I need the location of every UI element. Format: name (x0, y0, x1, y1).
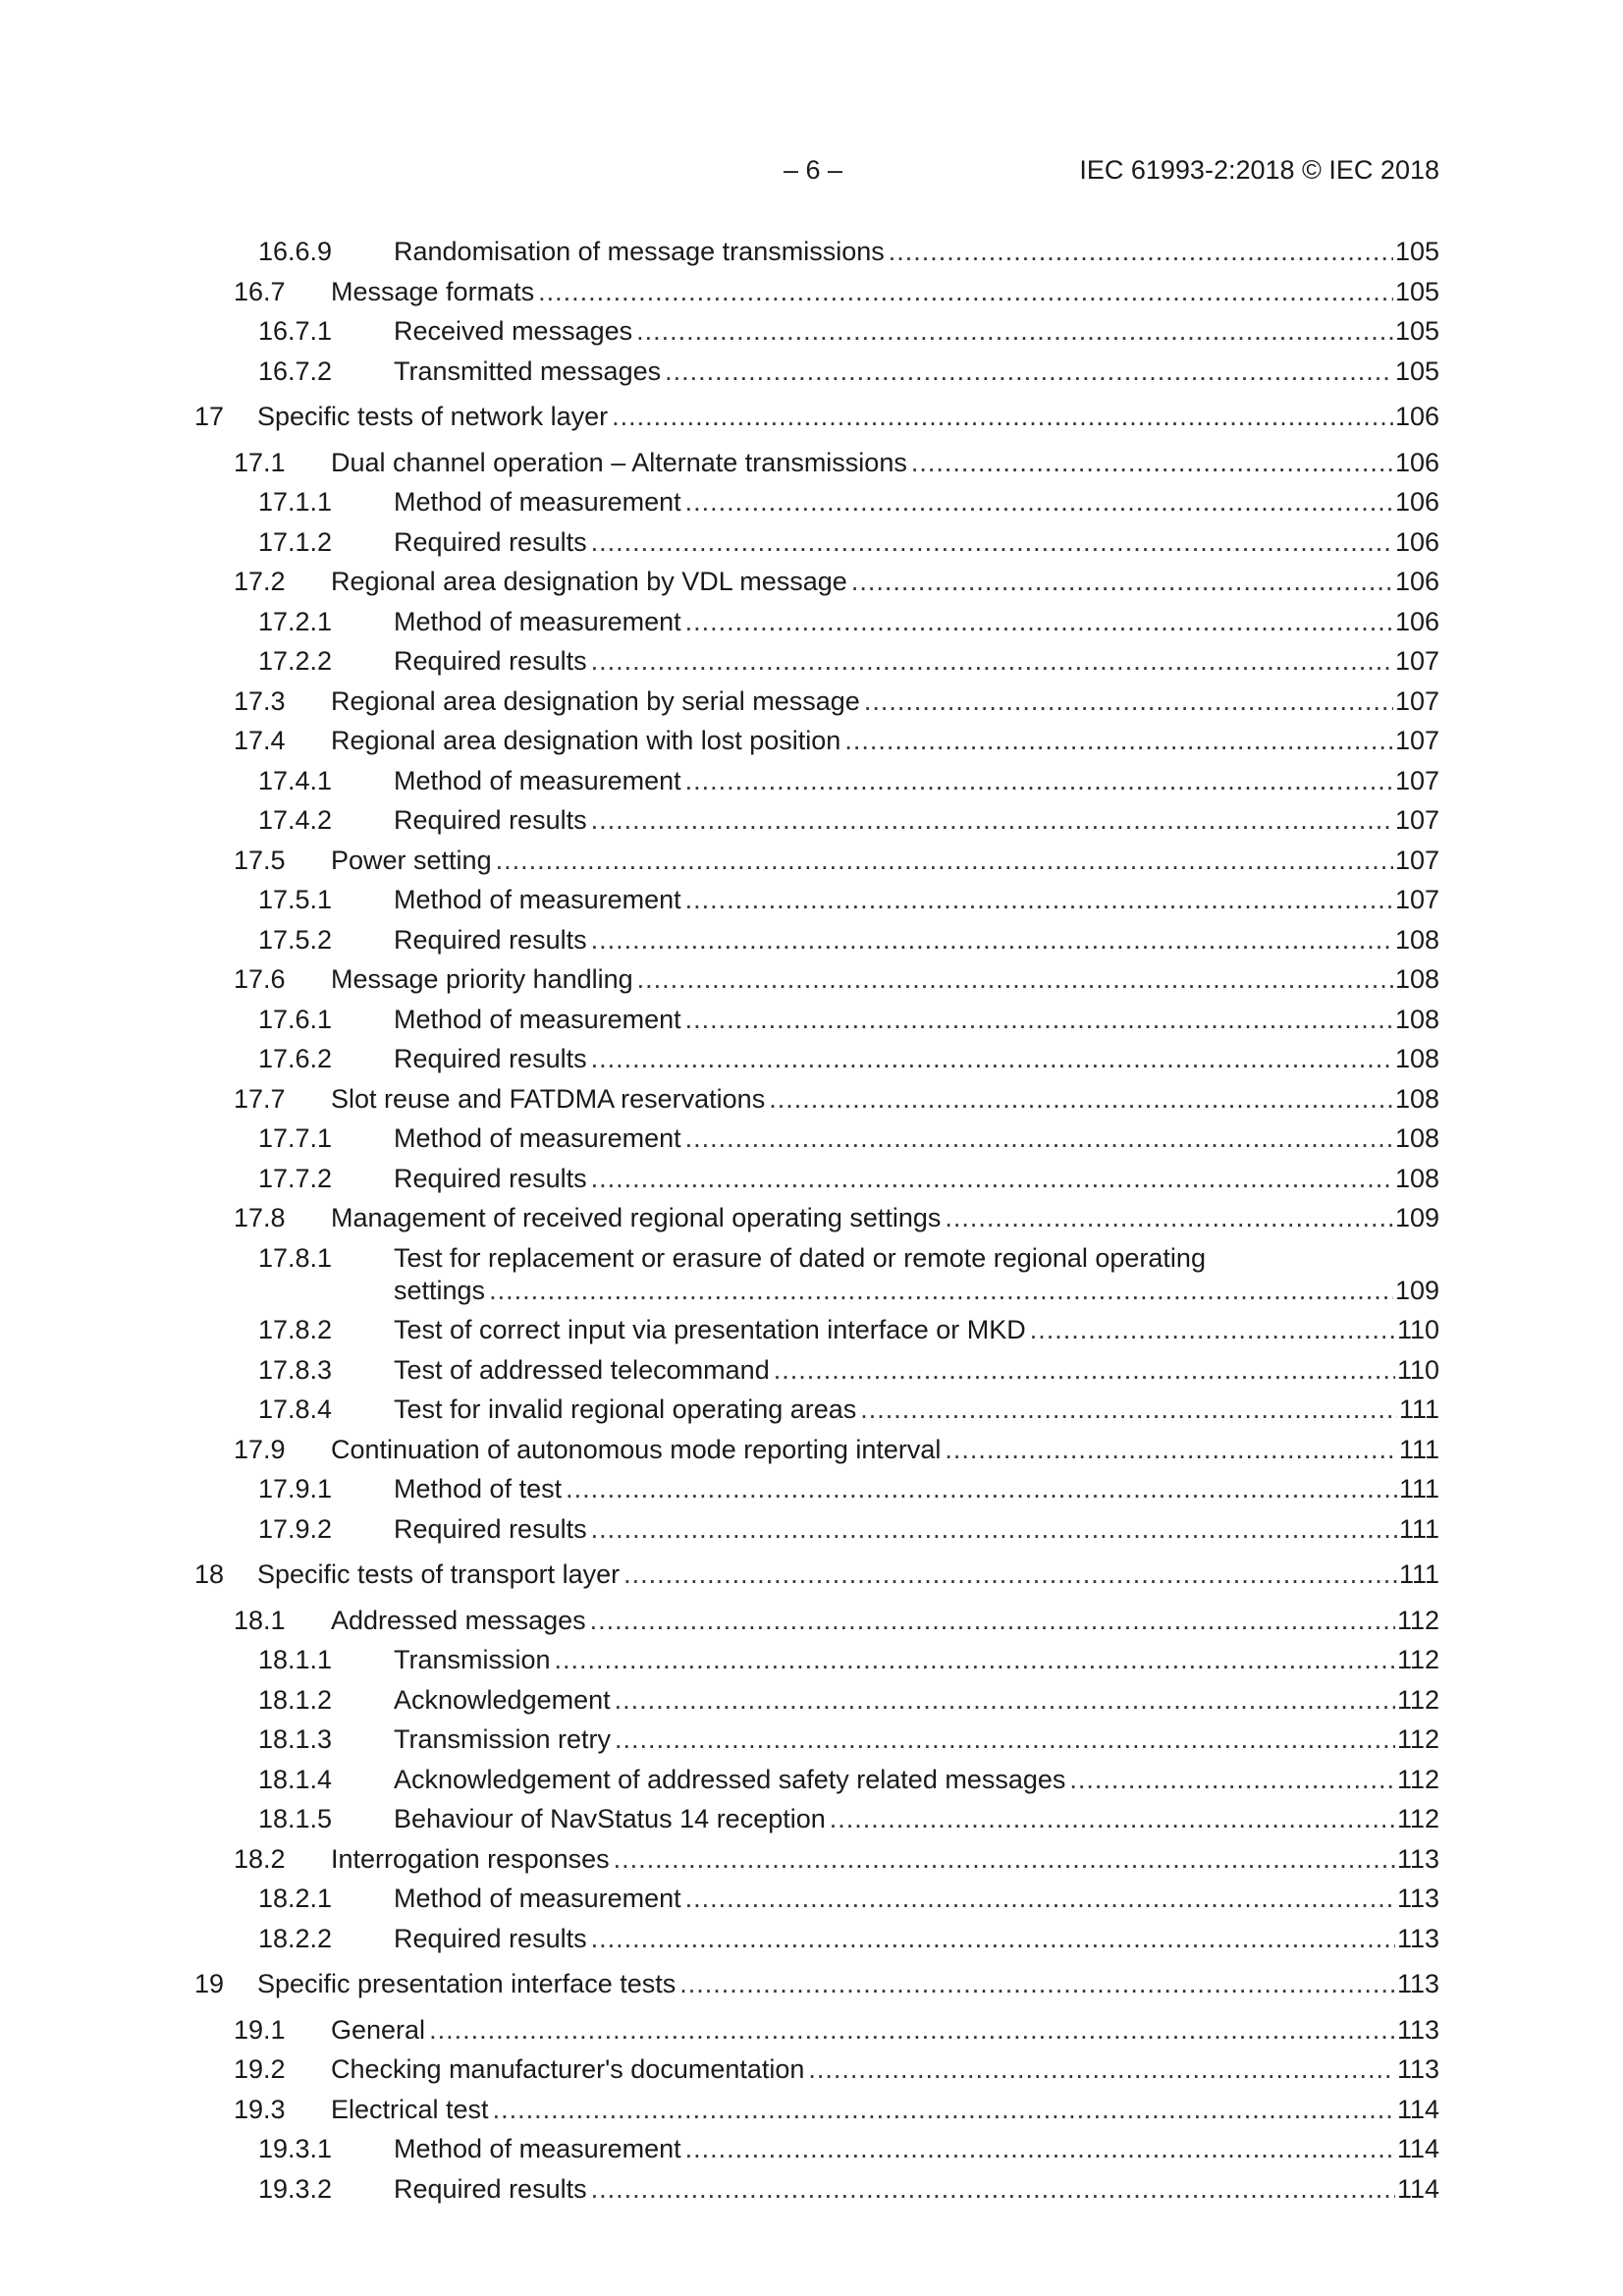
toc-entry-line (394, 1275, 1439, 1307)
toc-entry-title-line1: Test for replacement or erasure of dated or remote regional operating (394, 1243, 1206, 1273)
toc-entry-title: General (331, 2015, 426, 2045)
toc-entry-line (394, 804, 1439, 837)
toc-entry-line (394, 1883, 1439, 1915)
toc-entry-line (394, 884, 1439, 916)
toc-leader-dots (591, 526, 1393, 559)
toc-entry-number: 19 (194, 1969, 225, 1998)
toc-entry-number: 17.3 (234, 686, 286, 716)
toc-leader-dots (945, 1202, 1393, 1234)
toc-entry-page: 108 (1394, 1084, 1439, 1114)
toc-entry-page: 111 (1398, 1474, 1439, 1503)
toc-entry-page: 113 (1396, 1844, 1439, 1874)
toc-leader-dots (830, 1803, 1395, 1835)
toc-entry-line (331, 685, 1439, 718)
toc-leader-dots (555, 1644, 1395, 1676)
toc-leader-dots (864, 685, 1393, 718)
toc-entry-number: 17.9.1 (258, 1474, 333, 1503)
toc-entry-page: 107 (1394, 805, 1439, 835)
toc-leader-dots (685, 765, 1393, 797)
toc-entry-page: 112 (1396, 1685, 1439, 1715)
toc-entry-page: 112 (1396, 1804, 1439, 1833)
toc-leader-dots (591, 804, 1393, 837)
toc-entry-page: 112 (1396, 1645, 1439, 1674)
toc-entry-number: 17.6.1 (258, 1005, 333, 1034)
toc-entry-title: Specific tests of transport layer (257, 1559, 621, 1589)
toc-leader-dots (844, 725, 1393, 757)
toc-entry-number: 18.1.5 (258, 1804, 333, 1833)
toc-entry-page: 108 (1394, 1044, 1439, 1073)
toc-entry-title: Power setting (331, 846, 492, 875)
toc-entry-number: 19.3 (234, 2095, 286, 2124)
toc-leader-dots (851, 566, 1393, 598)
toc-entry-number: 17.2.2 (258, 646, 333, 676)
toc-entry-line (331, 566, 1439, 598)
toc-leader-dots (591, 924, 1393, 957)
toc-entry-number: 17.1.2 (258, 527, 333, 557)
toc-entry-number: 18.2.2 (258, 1924, 333, 1953)
toc-entry-line (394, 765, 1439, 797)
toc-entry-number: 19.3.1 (258, 2134, 333, 2163)
toc-entry-page: 114 (1396, 2095, 1439, 2124)
toc-leader-dots (623, 1558, 1397, 1591)
toc-entry-page: 106 (1394, 487, 1439, 517)
toc-entry-title: Checking manufacturer's documentation (331, 2054, 805, 2084)
toc-entry-page: 108 (1394, 925, 1439, 955)
toc-entry-title: Test of correct input via presentation interface or MKD (394, 1315, 1026, 1344)
toc-entry-page: 106 (1394, 607, 1439, 636)
toc-entry-line (394, 2133, 1439, 2165)
toc-entry-line (331, 1605, 1439, 1637)
toc-leader-dots (489, 1275, 1393, 1307)
toc-entry-number: 17.2 (234, 567, 286, 596)
toc-entry-line (331, 1843, 1439, 1876)
toc-entry-line (394, 1163, 1439, 1195)
toc-entry-title: Message formats (331, 277, 535, 306)
toc-leader-dots (1030, 1314, 1395, 1346)
toc-leader-dots (566, 1473, 1397, 1505)
toc-entry-number: 17.5.2 (258, 925, 333, 955)
toc-entry-line (331, 2094, 1439, 2126)
toc-entry-line (331, 2053, 1439, 2086)
toc-entry-page: 113 (1396, 1884, 1439, 1913)
toc-entry-number: 17.4 (234, 726, 286, 755)
toc-entry-line (331, 725, 1439, 757)
toc-entry-line (394, 1803, 1439, 1835)
toc-leader-dots (679, 1968, 1395, 2000)
toc-leader-dots (615, 1684, 1395, 1717)
toc-entry-line (394, 645, 1439, 678)
toc-entry-title: Interrogation responses (331, 1844, 610, 1874)
toc-entry-line (394, 606, 1439, 638)
toc-entry-number: 17.6 (234, 964, 286, 994)
toc-entry-title: Method of measurement (394, 1123, 681, 1153)
toc-entry-line (394, 236, 1439, 268)
toc-entry-title: Method of measurement (394, 766, 681, 795)
toc-entry-line (394, 1644, 1439, 1676)
toc-entry-page: 111 (1398, 1435, 1439, 1464)
toc-entry-number: 17.1.1 (258, 487, 333, 517)
toc-leader-dots (685, 1883, 1395, 1915)
toc-entry-page: 113 (1396, 1924, 1439, 1953)
toc-entry-number: 16.7 (234, 277, 286, 306)
toc-entry-number: 16.7.2 (258, 356, 333, 386)
toc-entry-number: 17.7.2 (258, 1164, 333, 1193)
toc-entry-number: 18.2.1 (258, 1884, 333, 1913)
toc-leader-dots (637, 963, 1393, 996)
toc-entry-title: Addressed messages (331, 1606, 586, 1635)
toc-entry-line (394, 1473, 1439, 1505)
document-id: IEC 61993-2:2018 © IEC 2018 (1079, 155, 1439, 185)
toc-entry-line (331, 2014, 1439, 2047)
toc-entry-page: 105 (1394, 356, 1439, 386)
toc-entry-line (331, 447, 1439, 479)
toc-entry-title: Required results (394, 1164, 587, 1193)
toc-entry-line (394, 1004, 1439, 1036)
toc-entry-number: 17 (194, 402, 225, 431)
toc-leader-dots (493, 2094, 1395, 2126)
toc-entry-page: 110 (1396, 1355, 1439, 1385)
toc-entry-page: 108 (1394, 964, 1439, 994)
toc-leader-dots (591, 1513, 1397, 1546)
toc-leader-dots (685, 486, 1393, 519)
toc-leader-dots (591, 2173, 1395, 2206)
toc-entry-number: 17.8.3 (258, 1355, 333, 1385)
toc-entry-page: 108 (1394, 1005, 1439, 1034)
toc-leader-dots (590, 1605, 1395, 1637)
toc-entry-page: 113 (1396, 2054, 1439, 2084)
toc-entry-number: 17.7.1 (258, 1123, 333, 1153)
toc-entry-page: 106 (1394, 567, 1439, 596)
toc-entry-page: 108 (1394, 1164, 1439, 1193)
toc-leader-dots (591, 1043, 1393, 1075)
toc-entry-title: Required results (394, 805, 587, 835)
toc-entry-title: Required results (394, 1514, 587, 1544)
toc-leader-dots (685, 2133, 1395, 2165)
toc-entry-number: 18.1.1 (258, 1645, 333, 1674)
toc-entry-number: 17.7 (234, 1084, 286, 1114)
toc-entry-line (394, 1764, 1439, 1796)
toc-entry-number: 17.5.1 (258, 885, 333, 914)
toc-entry-line (394, 526, 1439, 559)
toc-entry-title: Specific presentation interface tests (257, 1969, 676, 1998)
toc-entry-page: 106 (1394, 527, 1439, 557)
toc-entry-number: 19.2 (234, 2054, 286, 2084)
toc-entry-title: Acknowledgement of addressed safety related messages (394, 1765, 1066, 1794)
toc-entry-title: Received messages (394, 316, 633, 346)
toc-leader-dots (591, 645, 1393, 678)
toc-entry-number: 19.1 (234, 2015, 286, 2045)
toc-entry-title: Transmitted messages (394, 356, 662, 386)
toc-entry-number: 18 (194, 1559, 225, 1589)
toc-entry-line (394, 2173, 1439, 2206)
toc-entry-number: 16.6.9 (258, 237, 333, 266)
toc-entry-line (394, 1354, 1439, 1387)
toc-entry-number: 18.1 (234, 1606, 286, 1635)
toc-entry-title: Management of received regional operating settings (331, 1203, 942, 1232)
toc-entry-line (394, 1723, 1439, 1756)
toc-entry-number: 17.8.1 (258, 1243, 333, 1273)
toc-entry-number: 18.2 (234, 1844, 286, 1874)
toc-entry-number: 18.1.2 (258, 1685, 333, 1715)
toc-leader-dots (591, 1923, 1395, 1955)
toc-entry-line (331, 1202, 1439, 1234)
toc-entry-line (394, 1122, 1439, 1155)
toc-leader-dots (1069, 1764, 1395, 1796)
toc-entry-title: Message priority handling (331, 964, 633, 994)
toc-entry-line (394, 1043, 1439, 1075)
toc-leader-dots (769, 1083, 1393, 1116)
toc-entry-line (394, 924, 1439, 957)
toc-entry-line (331, 1083, 1439, 1116)
toc-entry-page: 105 (1394, 237, 1439, 266)
toc-entry-page: 112 (1396, 1606, 1439, 1635)
toc-entry-page: 113 (1396, 1969, 1439, 1998)
toc-entry-title: Transmission retry (394, 1724, 612, 1754)
toc-entry-title: Required results (394, 527, 587, 557)
toc-entry-title: Regional area designation with lost position (331, 726, 841, 755)
toc-leader-dots (685, 1004, 1393, 1036)
toc-entry-number: 17.9 (234, 1435, 286, 1464)
toc-entry-line (257, 1558, 1439, 1591)
toc-entry-title: Method of measurement (394, 885, 681, 914)
toc-entry-line (257, 401, 1439, 433)
toc-entry-number: 17.2.1 (258, 607, 333, 636)
toc-entry-title: Slot reuse and FATDMA reservations (331, 1084, 766, 1114)
toc-entry-title: Transmission (394, 1645, 551, 1674)
toc-entry-title: Method of measurement (394, 1005, 681, 1034)
toc-entry-number: 17.1 (234, 448, 286, 477)
toc-entry-title: Dual channel operation – Alternate transmissions (331, 448, 907, 477)
toc-entry-line (331, 276, 1439, 308)
toc-entry-title: Method of measurement (394, 2134, 681, 2163)
toc-leader-dots (429, 2014, 1395, 2047)
toc-entry-title: Method of measurement (394, 1884, 681, 1913)
toc-entry-page: 107 (1394, 726, 1439, 755)
toc-entry-number: 17.5 (234, 846, 286, 875)
toc-entry-title: Method of test (394, 1474, 563, 1503)
toc-leader-dots (496, 845, 1393, 877)
toc-entry-line (394, 1394, 1439, 1426)
toc-leader-dots (665, 355, 1393, 388)
toc-entry-line (331, 963, 1439, 996)
toc-leader-dots (685, 884, 1393, 916)
toc-entry-title: Behaviour of NavStatus 14 reception (394, 1804, 826, 1833)
toc-entry-line (394, 486, 1439, 519)
toc-entry-page: 113 (1396, 2015, 1439, 2045)
toc-entry-line (331, 845, 1439, 877)
toc-entry-number: 18.1.3 (258, 1724, 333, 1754)
toc-entry-page: 107 (1394, 846, 1439, 875)
toc-entry-page: 108 (1394, 1123, 1439, 1153)
toc-leader-dots (538, 276, 1393, 308)
toc-entry-title: Acknowledgement (394, 1685, 611, 1715)
toc-leader-dots (808, 2053, 1395, 2086)
toc-entry-page: 111 (1398, 1514, 1439, 1544)
toc-entry-page: 111 (1398, 1559, 1439, 1589)
toc-leader-dots (685, 1122, 1393, 1155)
toc-entry-page: 107 (1394, 885, 1439, 914)
toc-entry-title: Method of measurement (394, 607, 681, 636)
toc-entry-page: 109 (1394, 1203, 1439, 1232)
toc-leader-dots (636, 315, 1393, 348)
toc-leader-dots (889, 236, 1393, 268)
toc-entry-number: 17.8.4 (258, 1394, 333, 1424)
toc-entry-number: 17.4.2 (258, 805, 333, 835)
toc-entry-number: 18.1.4 (258, 1765, 333, 1794)
toc-leader-dots (685, 606, 1393, 638)
toc-entry-page: 106 (1394, 448, 1439, 477)
toc-leader-dots (614, 1843, 1395, 1876)
toc-entry-line (257, 1968, 1439, 2000)
toc-leader-dots (860, 1394, 1397, 1426)
toc-entry-number: 17.6.2 (258, 1044, 333, 1073)
toc-entry-title: Specific tests of network layer (257, 402, 609, 431)
toc-entry-line (394, 315, 1439, 348)
toc-entry-title: Required results (394, 646, 587, 676)
toc-entry-page: 112 (1396, 1724, 1439, 1754)
toc-entry-page: 107 (1394, 766, 1439, 795)
toc-entry-title: Regional area designation by serial message (331, 686, 860, 716)
toc-entry-page: 114 (1396, 2134, 1439, 2163)
toc-entry-page: 112 (1396, 1765, 1439, 1794)
toc-entry-number: 17.8.2 (258, 1315, 333, 1344)
toc-entry-line (394, 1684, 1439, 1717)
toc-entry-number: 17.9.2 (258, 1514, 333, 1544)
toc-entry-line (394, 1314, 1439, 1346)
toc-entry-title: Required results (394, 1924, 587, 1953)
toc-entry-number: 19.3.2 (258, 2174, 333, 2204)
toc-entry-title: Randomisation of message transmissions (394, 237, 885, 266)
toc-entry-title: Method of measurement (394, 487, 681, 517)
toc-leader-dots (774, 1354, 1395, 1387)
toc-entry-page: 110 (1396, 1315, 1439, 1344)
toc-leader-dots (615, 1723, 1395, 1756)
toc-entry-number: 16.7.1 (258, 316, 333, 346)
toc-leader-dots (945, 1434, 1397, 1466)
toc-leader-dots (612, 401, 1393, 433)
toc-entry-title: Electrical test (331, 2095, 489, 2124)
toc-entry-title: Regional area designation by VDL message (331, 567, 847, 596)
toc-entry-page: 107 (1394, 646, 1439, 676)
toc-entry-number: 17.8 (234, 1203, 286, 1232)
toc-entry-title: settings (394, 1276, 486, 1305)
toc-entry-page: 106 (1394, 402, 1439, 431)
toc-entry-title: Required results (394, 925, 587, 955)
toc-leader-dots (591, 1163, 1393, 1195)
toc-entry-page: 114 (1396, 2174, 1439, 2204)
toc-entry-page: 109 (1394, 1276, 1439, 1305)
toc-entry-line (331, 1434, 1439, 1466)
toc-entry-number: 17.4.1 (258, 766, 333, 795)
toc-entry-page: 105 (1394, 316, 1439, 346)
toc-leader-dots (911, 447, 1393, 479)
toc-entry-page: 107 (1394, 686, 1439, 716)
toc-entry-line (394, 355, 1439, 388)
toc-entry-line (394, 1923, 1439, 1955)
toc-entry-title: Required results (394, 1044, 587, 1073)
toc-entry-title: Test of addressed telecommand (394, 1355, 770, 1385)
page-number: – 6 – (784, 155, 843, 185)
toc-entry-title: Continuation of autonomous mode reporting interval (331, 1435, 942, 1464)
toc-entry-title: Required results (394, 2174, 587, 2204)
toc-entry-title: Test for invalid regional operating areas (394, 1394, 857, 1424)
toc-entry-page: 105 (1394, 277, 1439, 306)
toc-entry-page: 111 (1398, 1394, 1439, 1424)
toc-entry-line (394, 1513, 1439, 1546)
